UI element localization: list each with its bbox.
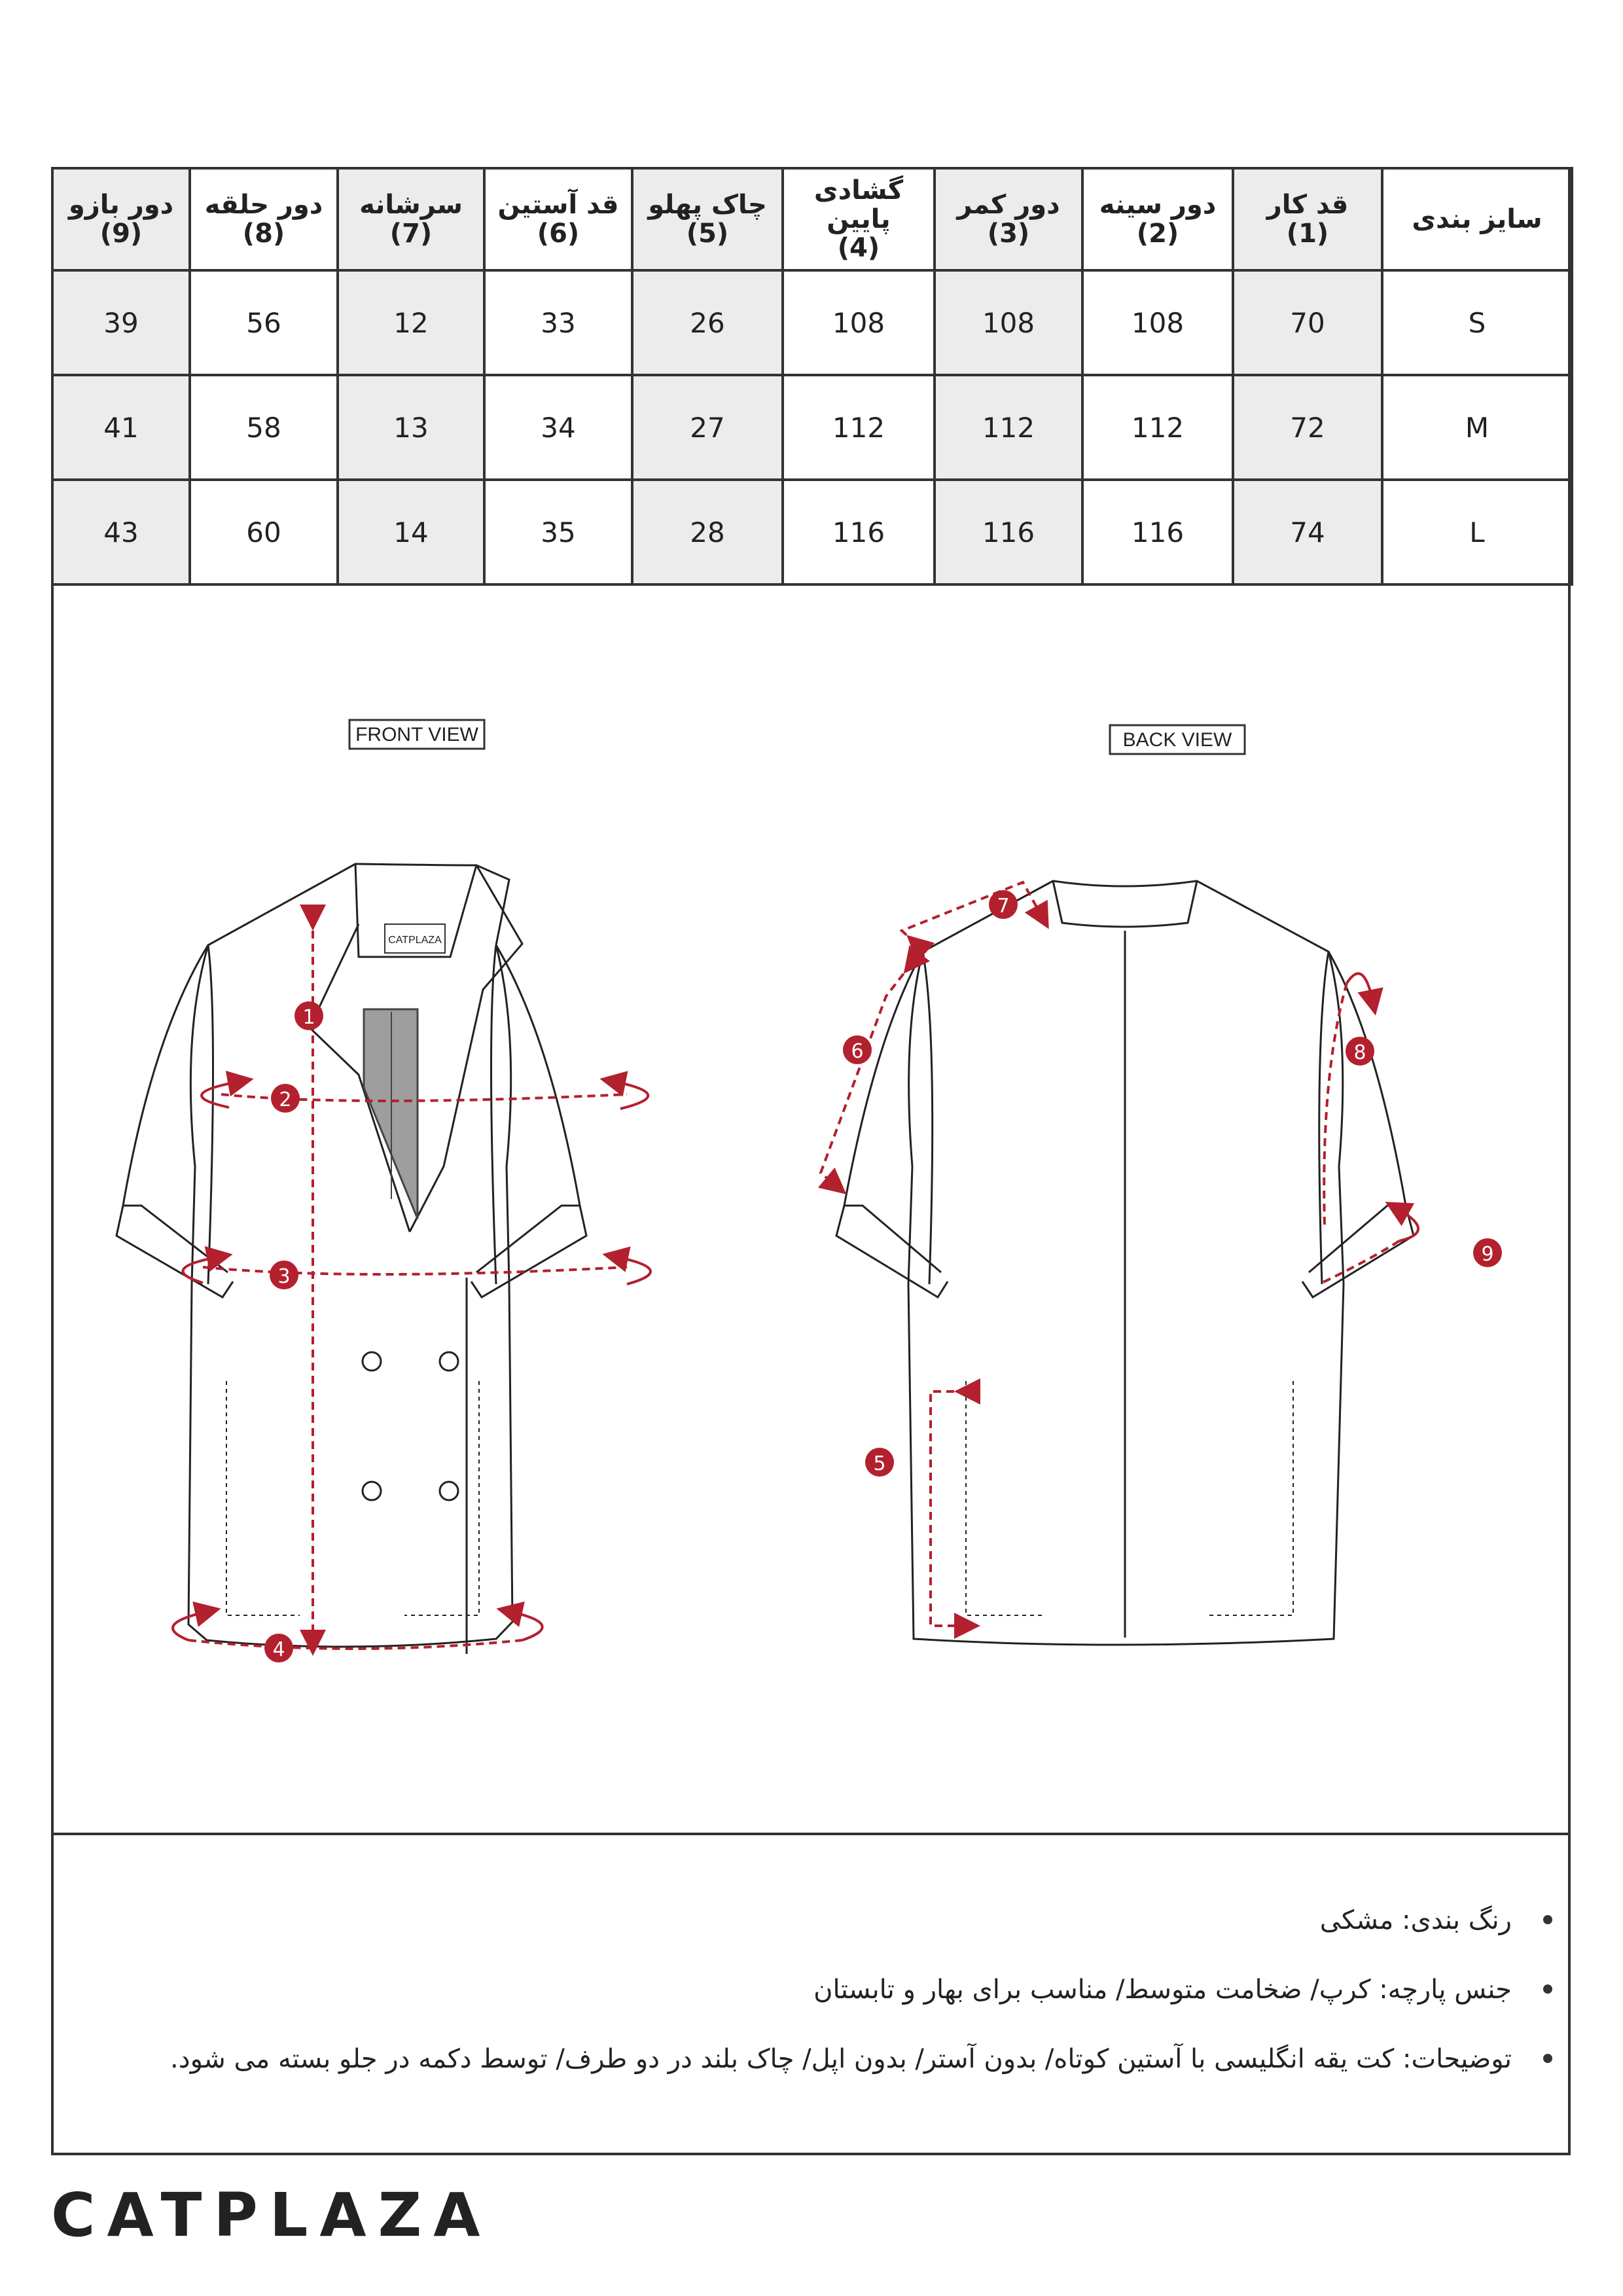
size-row-m xyxy=(52,375,1572,480)
table-cell: 108 xyxy=(783,270,935,375)
svg-text:7: 7 xyxy=(997,895,1010,918)
table-cell: 34 xyxy=(484,375,632,480)
table-cell: 72 xyxy=(1233,375,1382,480)
table-cell: 39 xyxy=(52,270,190,375)
header-cell: دور کمر (3) xyxy=(935,168,1082,270)
measure-badge-4 xyxy=(264,1634,293,1662)
svg-text:8: 8 xyxy=(1353,1041,1366,1064)
measure-badge-7 xyxy=(989,890,1018,919)
table-cell: 70 xyxy=(1233,270,1382,375)
product-notes xyxy=(51,1833,1571,2155)
note-fabric: جنس پارچه: کرپ/ ضخامت متوسط/ مناسب برای بهار و تابستان xyxy=(90,1970,1512,2039)
header-cell: گشادی پایین (4) xyxy=(783,168,935,270)
table-cell: 112 xyxy=(1082,375,1233,480)
measure-badge-9 xyxy=(1473,1238,1502,1267)
table-cell: 108 xyxy=(935,270,1082,375)
table-cell: 14 xyxy=(338,480,484,584)
size-row-l xyxy=(52,480,1572,584)
svg-text:CATPLAZA: CATPLAZA xyxy=(388,935,442,946)
brand-logo xyxy=(51,2180,492,2250)
header-cell: قد آستین (6) xyxy=(484,168,632,270)
svg-text:5: 5 xyxy=(873,1452,886,1475)
table-cell: 35 xyxy=(484,480,632,584)
front-view-label xyxy=(349,720,484,749)
measure-badge-6 xyxy=(843,1035,872,1064)
table-cell: 41 xyxy=(52,375,190,480)
bullet-icon xyxy=(1543,1984,1552,1994)
size-label: L xyxy=(1382,480,1572,584)
header-cell: دور حلقه (8) xyxy=(190,168,338,270)
table-cell: 116 xyxy=(935,480,1082,584)
note-description: توضیحات: کت یقه انگلیسی با آستین کوتاه/ بدون آستر/ بدون اپل/ چاک بلند در دو طرف/ توسط دکمه در جلو بسته می شود. xyxy=(90,2039,1512,2109)
table-cell: 33 xyxy=(484,270,632,375)
size-table-header-row xyxy=(52,168,1572,270)
bullet-icon xyxy=(1543,1915,1552,1924)
table-cell: 13 xyxy=(338,375,484,480)
table-cell: 74 xyxy=(1233,480,1382,584)
measure-badge-2 xyxy=(271,1084,300,1113)
svg-text:1: 1 xyxy=(302,1006,315,1029)
header-cell: دور سینه (2) xyxy=(1082,168,1233,270)
table-cell: 27 xyxy=(632,375,783,480)
table-cell: 116 xyxy=(783,480,935,584)
svg-text:CATPLAZA: CATPLAZA xyxy=(51,2180,492,2250)
table-cell: 112 xyxy=(783,375,935,480)
header-cell: دور بازو (9) xyxy=(52,168,190,270)
svg-text:2: 2 xyxy=(279,1088,292,1111)
svg-text:4: 4 xyxy=(272,1638,285,1661)
collar-brand-tag xyxy=(385,924,445,953)
table-cell: 12 xyxy=(338,270,484,375)
table-cell: 43 xyxy=(52,480,190,584)
front-jacket-sketch xyxy=(116,864,586,1654)
size-chart-table xyxy=(51,167,1573,586)
svg-text:FRONT VIEW: FRONT VIEW xyxy=(355,724,478,745)
measure-badge-5 xyxy=(865,1448,894,1477)
table-cell: 28 xyxy=(632,480,783,584)
size-row-s xyxy=(52,270,1572,375)
measure-badge-8 xyxy=(1346,1037,1374,1066)
note-color: رنگ بندی: مشکی xyxy=(90,1901,1512,1970)
svg-text:3: 3 xyxy=(277,1265,291,1288)
header-cell: قد کار (1) xyxy=(1233,168,1382,270)
svg-text:9: 9 xyxy=(1481,1243,1494,1266)
measure-badge-3 xyxy=(270,1261,298,1289)
svg-text:6: 6 xyxy=(851,1040,864,1063)
table-cell: 58 xyxy=(190,375,338,480)
table-cell: 108 xyxy=(1082,270,1233,375)
table-cell: 56 xyxy=(190,270,338,375)
size-label: M xyxy=(1382,375,1572,480)
table-cell: 116 xyxy=(1082,480,1233,584)
header-cell: چاک پهلو (5) xyxy=(632,168,783,270)
bullet-icon xyxy=(1543,2054,1552,2063)
table-cell: 112 xyxy=(935,375,1082,480)
back-jacket-sketch xyxy=(836,881,1414,1645)
svg-text:BACK VIEW: BACK VIEW xyxy=(1122,729,1232,751)
header-cell: سرشانه (7) xyxy=(338,168,484,270)
table-cell: 60 xyxy=(190,480,338,584)
table-cell: 26 xyxy=(632,270,783,375)
size-label: S xyxy=(1382,270,1572,375)
measure-badge-1 xyxy=(294,1001,323,1030)
garment-technical-drawing xyxy=(51,577,1571,1833)
header-cell-size: سایز بندی xyxy=(1382,168,1572,270)
back-view-label xyxy=(1110,725,1245,754)
